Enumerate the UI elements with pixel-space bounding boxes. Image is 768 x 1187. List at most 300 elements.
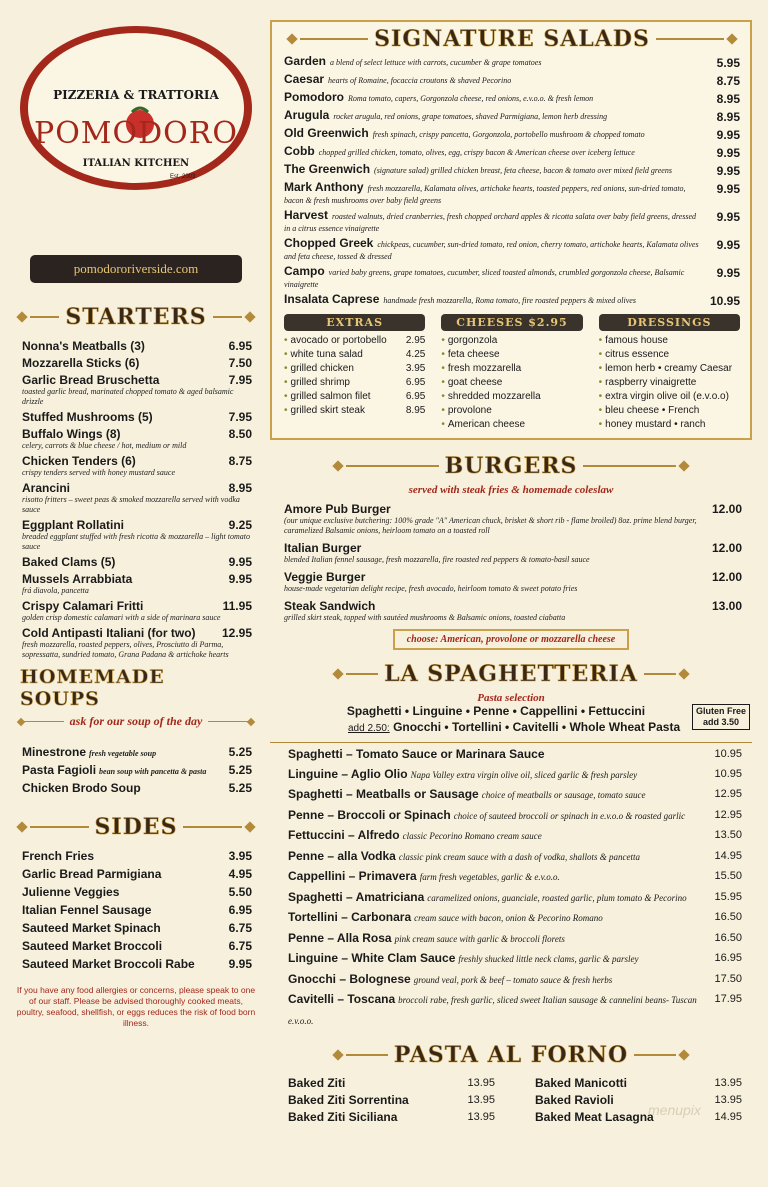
side-item [22,957,252,971]
pasta-desc: choice of meatballs or sausage, tomato sauce [481,790,646,800]
salads-title: SIGNATURE SALADS [374,26,650,52]
salad-item [284,164,740,178]
pasta-name: Spaghetti – Meatballs or Sausage [288,787,479,801]
starter-item [22,356,252,370]
starter-item [22,626,252,660]
starter-price: 8.75 [228,454,252,468]
side-price: 3.95 [228,849,252,863]
pasta-item [288,908,742,929]
extra-item: • grilled skirt steak 8.95 [284,405,426,416]
dressing-name: extra virgin olive oil (e.v.o.o) [605,391,729,402]
extra-name: avocado or portobello [290,335,387,346]
pasta-price: 10.95 [714,767,742,780]
pasta-selection-row2: Gnocchi • Tortellini • Cavitelli • Whole Wheat Pasta [393,720,681,734]
burger-name: Veggie Burger [284,570,366,584]
salad-price: 9.95 [716,238,740,252]
starter-price: 7.95 [228,373,252,387]
forno-price: 13.95 [714,1077,742,1089]
starter-item [22,481,252,515]
salads-section [270,20,752,440]
pasta-price: 10.95 [714,748,742,760]
burger-price: 12.00 [711,570,742,584]
starter-name: Garlic Bread Bruschetta [22,373,160,387]
salad-desc: fresh mozzarella, Kalamata olives, artichoke hearts, toasted peppers, red onions, sun-dried tomato, bacon & fresh mushrooms over baby field greens [284,184,686,205]
burger-cheese-choice: choose: American, provolone or mozzarella cheese [393,629,630,650]
salad-item [284,210,740,234]
burger-name: Italian Burger [284,541,362,555]
side-price: 6.75 [228,939,252,953]
soup-item [22,781,252,795]
forno-price: 13.95 [467,1094,495,1106]
salad-name: Insalata Caprese [284,292,380,306]
salad-price: 8.95 [716,110,740,124]
starter-price: 8.95 [228,481,252,495]
cheese-item: • shredded mozzarella [441,391,541,402]
starter-item [22,572,252,596]
burger-desc: blended Italian fennel sausage, fresh mozzarella, fire roasted red peppers & tomato-basil sauce [284,555,590,564]
starter-item [22,373,252,407]
pasta-desc: freshly shucked little neck clams, garlic & parsley [458,954,639,964]
dressings-column [599,314,740,432]
pasta-desc: pink cream sauce with garlic & broccoli florets [394,933,565,944]
extras-column [284,314,425,432]
burgers-list [270,496,752,623]
gluten-free-box [692,704,750,730]
starters-title: STARTERS [65,304,207,330]
watermark: menupix [648,1102,701,1118]
pasta-price: 17.95 [714,993,742,1005]
forno-price: 13.95 [714,1094,742,1106]
pasta-price: 12.95 [714,788,742,800]
salad-desc: handmade fresh mozzarella, Roma tomato, fire roasted peppers & mixed olives [383,296,636,305]
burger-cheese-choice-row [270,629,752,650]
dressing-name: bleu cheese • French [605,405,700,416]
cheese-item: • gorgonzola [441,335,498,346]
dressing-item: • raspberry vinaigrette [598,377,697,388]
pasta-name: Fettuccini – Alfredo [288,828,400,842]
salad-name: Harvest [284,208,329,222]
salad-price: 9.95 [716,164,740,178]
extra-name: grilled salmon filet [290,391,371,402]
pasta-item [288,826,742,847]
forno-item [288,1092,495,1109]
cheeses-title: CHEESES $2.95 [441,314,582,331]
salad-item [284,74,740,88]
salad-price: 10.95 [709,294,740,308]
dressing-item: • lemon herb • creamy Caesar [598,363,733,374]
starter-item [22,410,252,424]
burger-desc: house-made vegetarian delight recipe, fresh avocado, heirloom tomato & sweet potato fries [284,584,578,593]
salad-name: Old Greenwich [284,126,369,140]
side-item [22,939,252,953]
salad-item [284,128,740,142]
soup-note-row [18,714,254,729]
pasta-item [288,970,742,991]
salad-price: 5.95 [716,56,740,70]
side-item [22,849,252,863]
burger-price: 13.00 [711,599,742,613]
burger-desc: grilled skirt steak, topped with sautéed mushrooms & Balsamic onions, toasted ciabatta [284,613,566,622]
starter-name: Cold Antipasti Italiani (for two) [22,626,196,640]
pasta-price: 13.50 [714,829,742,841]
cheese-name: fresh mozzarella [447,363,522,374]
starter-item [22,599,252,623]
cheese-item: • goat cheese [441,377,503,388]
burger-price: 12.00 [711,541,742,555]
pasta-name: Linguine – Aglio Olio [288,766,408,781]
salad-price: 9.95 [716,182,740,196]
forno-item [535,1109,742,1126]
pasta-item [288,806,742,827]
salad-desc: Roma tomato, capers, Gorgonzola cheese, red onions, e.v.o.o. & fresh lemon [348,94,594,103]
dressing-item: • citrus essence [598,349,670,360]
extra-item: • grilled salmon filet 6.95 [284,391,426,402]
cheese-item: • American cheese [441,419,526,430]
restaurant-logo [18,20,254,195]
spaghetteria-title: LA SPAGHETTERIA [384,661,638,687]
extra-item: • avocado or portobello 2.95 [284,335,426,346]
soups-list [14,737,258,795]
side-name: Julienne Veggies [22,885,120,899]
pasta-item [288,990,742,1031]
side-price: 6.75 [228,921,252,935]
salad-name: Arugula [284,108,330,122]
pasta-desc: classic pink cream sauce with a dash of vodka, shallots & pancetta [398,851,640,862]
pasta-item [288,888,742,909]
pasta-item [288,847,742,868]
right-column [270,20,752,1126]
burger-name: Steak Sandwich [284,599,376,613]
soups-header [14,666,258,710]
cheese-name: shredded mozzarella [447,391,541,402]
dressing-item: • famous house [598,335,668,346]
pasta-item [288,745,742,765]
left-column [14,20,258,1029]
starter-item [22,427,252,451]
starter-price: 7.95 [228,410,252,424]
starter-item [22,339,252,353]
forno-name: Baked Ziti Siciliana [288,1110,398,1124]
side-name: Sauteed Market Broccoli Rabe [22,957,195,971]
cheese-name: provolone [447,405,492,416]
salad-item [284,56,740,70]
starter-name: Eggplant Rollatini [22,518,124,532]
soup-item [22,763,252,777]
salad-name: Chopped Greek [284,236,374,250]
dressing-item: • honey mustard • ranch [598,419,706,430]
extra-item: • grilled chicken 3.95 [284,363,426,374]
starter-desc: celery, carrots & blue cheese / hot, medium or mild [22,441,187,450]
pasta-item [288,785,742,806]
soup-desc: fresh vegetable soup [89,749,157,758]
soup-price: 5.25 [228,781,252,795]
salad-desc: chickpeas, cucumber, sun-dried tomato, red onion, cherry tomato, artichoke hearts, Kalamata olives and feta cheese, tossed & dressed [284,240,699,261]
logo-brand-text: POMODORO [34,116,238,151]
salad-name: Caesar [284,72,325,86]
starter-price: 8.50 [228,427,252,441]
dressings-title: DRESSINGS [599,314,740,331]
starter-name: Mussels Arrabbiata [22,572,133,586]
pasta-upcharge-label: add 2.50: [348,723,390,734]
logo-est-text: Est. 2003 [170,174,196,180]
forno-item [535,1075,742,1092]
forno-price: 14.95 [714,1111,742,1123]
cheese-item: • feta cheese [441,349,500,360]
pasta-desc: classic Pecorino Romano cream sauce [402,831,542,841]
burger-item [284,541,742,565]
extra-name: grilled skirt steak [290,405,365,416]
extra-item: • grilled shrimp 6.95 [284,377,426,388]
salad-desc: roasted walnuts, dried cranberries, fresh chopped orchard apples & ricotta salata over baby field greens, dressed in a citrus essence vinaigrette [284,212,696,233]
pasta-name: Cappellini – Primavera [288,869,417,883]
logo-sub-text: ITALIAN KITCHEN [82,158,190,169]
extra-name: grilled shrimp [290,377,350,388]
forno-price: 13.95 [467,1111,495,1123]
pasta-selection-row1: Spaghetti • Linguine • Penne • Cappellini • Fettuccini [346,704,646,718]
extra-price: 4.25 [405,349,426,360]
cheese-name: American cheese [447,419,526,430]
forno-price: 13.95 [467,1077,495,1089]
soup-name: Pasta Fagioli [22,763,97,777]
cheese-item: • fresh mozzarella [441,363,522,374]
starter-item [22,454,252,478]
extra-item: • white tuna salad 4.25 [284,349,426,360]
starter-price: 11.95 [222,599,252,613]
starters-list [14,335,258,660]
soup-name: Minestrone [22,745,87,759]
pasta-name: Penne – Broccoli or Spinach [288,807,451,822]
burgers-title: BURGERS [444,453,578,479]
pasta-selection-label: Pasta selection [477,692,545,704]
forno-header [270,1037,752,1073]
salad-desc: a blend of select lettuce with carrots, cucumber & grape tomatoes [330,58,542,67]
soups-title: HOMEMADE SOUPS [20,666,165,710]
dressing-name: honey mustard • ranch [605,419,706,430]
starter-price: 9.25 [228,518,252,532]
pasta-price: 12.95 [714,808,742,821]
salad-desc: varied baby greens, grape tomatoes, cucumber, sliced toasted almonds, crumbled gorgonzola cheese, Balsamic vinaigrette [284,268,685,289]
cheese-item: • provolone [441,405,492,416]
pasta-price: 15.95 [714,890,742,903]
salad-price: 9.95 [716,128,740,142]
side-price: 9.95 [228,957,252,971]
starter-price: 7.50 [228,356,252,370]
extra-price: 6.95 [405,391,426,402]
spaghetteria-header [270,656,752,692]
burgers-subtitle: served with steak fries & homemade coleslaw [408,484,614,496]
burger-name: Amore Pub Burger [284,502,391,516]
sides-header [14,809,258,845]
pasta-name: Cavitelli – Toscana [288,992,396,1006]
salad-item [284,110,740,124]
pasta-name: Penne – Alla Rosa [288,930,392,945]
starter-name: Crispy Calamari Fritti [22,599,144,613]
extra-price: 6.95 [405,377,426,388]
pasta-desc: Napa Valley extra virgin olive oil, sliced garlic & fresh parsley [410,769,638,780]
salad-item [284,266,740,290]
salad-item [284,92,740,106]
sides-title: SIDES [94,814,178,840]
pasta-name: Tortellini – Carbonara [288,910,412,924]
pasta-name: Spaghetti – Amatriciana [288,889,425,904]
starters-header [14,299,258,335]
forno-item [288,1109,495,1126]
pasta-item [288,867,742,888]
allergy-notice: If you have any food allergies or concerns, please speak to one of our staff. Please be advised thoroughly cooked meats, poultry, seafood, shellfish, or eggs reduces the risk of food born illness. [16,985,256,1028]
side-price: 5.50 [228,885,252,899]
starter-desc: crispy tenders served with honey mustard sauce [22,468,176,477]
burger-desc: (our unique exclusive butchering: 100% grade "A" American chuck, brisket & short rib - flame broiled) 8oz. prime blend burger, caramelized Balsamic onions, heirloom tomato on a toasted roll [284,516,697,535]
salad-price: 8.75 [716,74,740,88]
salads-header [284,22,740,56]
starter-price: 6.95 [228,339,252,353]
starter-name: Mozzarella Sticks (6) [22,356,140,370]
salad-price: 8.95 [716,92,740,106]
pasta-desc: broccoli rabe, fresh garlic, sliced sweet Italian sausage & cannelini beans- Tuscan e.v.o.o. [288,995,697,1026]
pasta-price: 15.50 [714,870,742,882]
forno-name: Baked Ravioli [535,1093,614,1107]
pasta-selection [270,704,752,740]
starter-price: 9.95 [228,555,252,569]
side-price: 6.95 [228,903,252,917]
dressing-name: famous house [605,335,668,346]
pasta-price: 17.50 [714,972,742,985]
starter-name: Buffalo Wings (8) [22,427,121,441]
starter-price: 9.95 [228,572,252,586]
forno-item [288,1075,495,1092]
forno-name: Baked Ziti Sorrentina [288,1093,409,1107]
pasta-desc: farm fresh vegetables, garlic & e.v.o.o. [419,872,560,882]
cheese-name: feta cheese [447,349,500,360]
salad-price: 9.95 [716,266,740,280]
dressing-name: lemon herb • creamy Caesar [605,363,733,374]
website-link[interactable]: pomodororiverside.com [30,255,242,283]
cheese-name: goat cheese [447,377,503,388]
forno-list [270,1073,752,1126]
pasta-price: 14.95 [714,849,742,862]
salad-desc: rocket arugula, red onions, grape tomatoes, shaved Parmigiana, lemon herb dressing [333,112,608,121]
soup-name: Chicken Brodo Soup [22,781,141,795]
side-item [22,885,252,899]
pasta-item [288,765,742,786]
cheeses-column [441,314,582,432]
side-item [22,903,252,917]
forno-title: PASTA AL FORNO [393,1042,629,1068]
burger-item [284,502,742,536]
starter-desc: golden crisp domestic calamari with a side of marinara sauce [22,613,221,622]
salad-desc: (signature salad) grilled chicken breast, feta cheese, bacon & tomato over mixed field greens [374,166,672,175]
gluten-free-price: add 3.50 [702,717,739,727]
soup-item [22,745,252,759]
pasta-item [288,929,742,950]
salad-price: 9.95 [716,210,740,224]
pasta-desc: caramelized onions, guanciale, roasted garlic, plum tomato & Pecorino [427,892,687,903]
dressing-item: • extra virgin olive oil (e.v.o.o) [598,391,729,402]
salad-item [284,182,740,206]
salad-item [284,238,740,262]
extra-price: 8.95 [405,405,426,416]
side-name: French Fries [22,849,95,863]
starter-price: 12.95 [221,626,252,640]
salad-name: Garden [284,54,327,68]
soup-of-the-day-note: ask for our soup of the day [69,714,203,728]
soup-desc: bean soup with pancetta & pasta [99,767,207,776]
starter-name: Stuffed Mushrooms (5) [22,410,153,424]
salad-name: Campo [284,264,325,278]
pasta-price: 16.50 [714,911,742,923]
gluten-free-label: Gluten Free [695,706,746,716]
salad-item [284,146,740,160]
starter-name: Baked Clams (5) [22,555,116,569]
salad-name: Cobb [284,144,315,158]
salads-list [284,56,740,308]
forno-name: Baked Meat Lasagna [535,1110,654,1124]
pasta-name: Gnocchi – Bolognese [288,971,411,986]
side-name: Italian Fennel Sausage [22,903,152,917]
forno-name: Baked Manicotti [535,1076,628,1090]
salad-desc: chopped grilled chicken, tomato, olives, egg, crispy bacon & American cheese over iceberg lettuce [318,148,635,157]
burgers-header [270,448,752,484]
pasta-name: Linguine – White Clam Sauce [288,951,456,965]
soup-price: 5.25 [228,745,252,759]
pasta-price: 16.50 [714,931,742,944]
cheese-name: gorgonzola [447,335,498,346]
burger-item [284,570,742,594]
dressing-name: citrus essence [605,349,670,360]
dressing-name: raspberry vinaigrette [605,377,697,388]
pasta-price: 16.95 [714,952,742,964]
side-name: Sauteed Market Broccoli [22,939,163,953]
soup-price: 5.25 [228,763,252,777]
extra-name: white tuna salad [290,349,363,360]
salad-name: Pomodoro [284,90,344,104]
dressing-item: • bleu cheese • French [598,405,700,416]
salad-addons [284,314,740,432]
pasta-name: Spaghetti – Tomato Sauce or Marinara Sauce [288,747,545,761]
salad-name: Mark Anthony [284,180,364,194]
extra-price: 3.95 [405,363,426,374]
side-item [22,921,252,935]
salad-name: The Greenwich [284,162,371,176]
extras-title: EXTRAS [284,314,425,331]
starter-desc: risotto fritters – sweet peas & smoked mozzarella served with vodka sauce [22,495,240,514]
salad-price: 9.95 [716,146,740,160]
starter-desc: fresh mozzarella, roasted peppers, olives, Prosciutto di Parma, sopressatta, sundried tomato, Grana Padana & artichoke hearts [22,640,229,659]
salad-item [284,294,740,308]
starter-name: Chicken Tenders (6) [22,454,136,468]
burger-item [284,599,742,623]
salad-desc: fresh spinach, crispy pancetta, Gorgonzola, portobello mushroom & chopped tomato [372,130,645,139]
side-item [22,867,252,881]
extra-name: grilled chicken [290,363,354,374]
logo-top-text: PIZZERIA & TRATTORIA [53,88,219,102]
forno-item [535,1092,742,1109]
pasta-desc: cream sauce with bacon, onion & Pecorino Romano [414,913,603,923]
extra-price: 2.95 [405,335,426,346]
side-price: 4.95 [228,867,252,881]
starter-item [22,518,252,552]
starter-desc: toasted garlic bread, marinated chopped tomato & aged balsamic drizzle [22,387,234,406]
starter-item [22,555,252,569]
starter-name: Nonna's Meatballs (3) [22,339,145,353]
forno-name: Baked Ziti [288,1076,346,1090]
pasta-desc: choice of sauteed broccoli or spinach in e.v.o.o & roasted garlic [453,810,686,821]
starter-desc: frá diavola, pancetta [22,586,89,595]
starter-name: Arancini [22,481,71,495]
pasta-list [270,745,752,1031]
side-name: Sauteed Market Spinach [22,921,161,935]
sides-list [14,845,258,971]
